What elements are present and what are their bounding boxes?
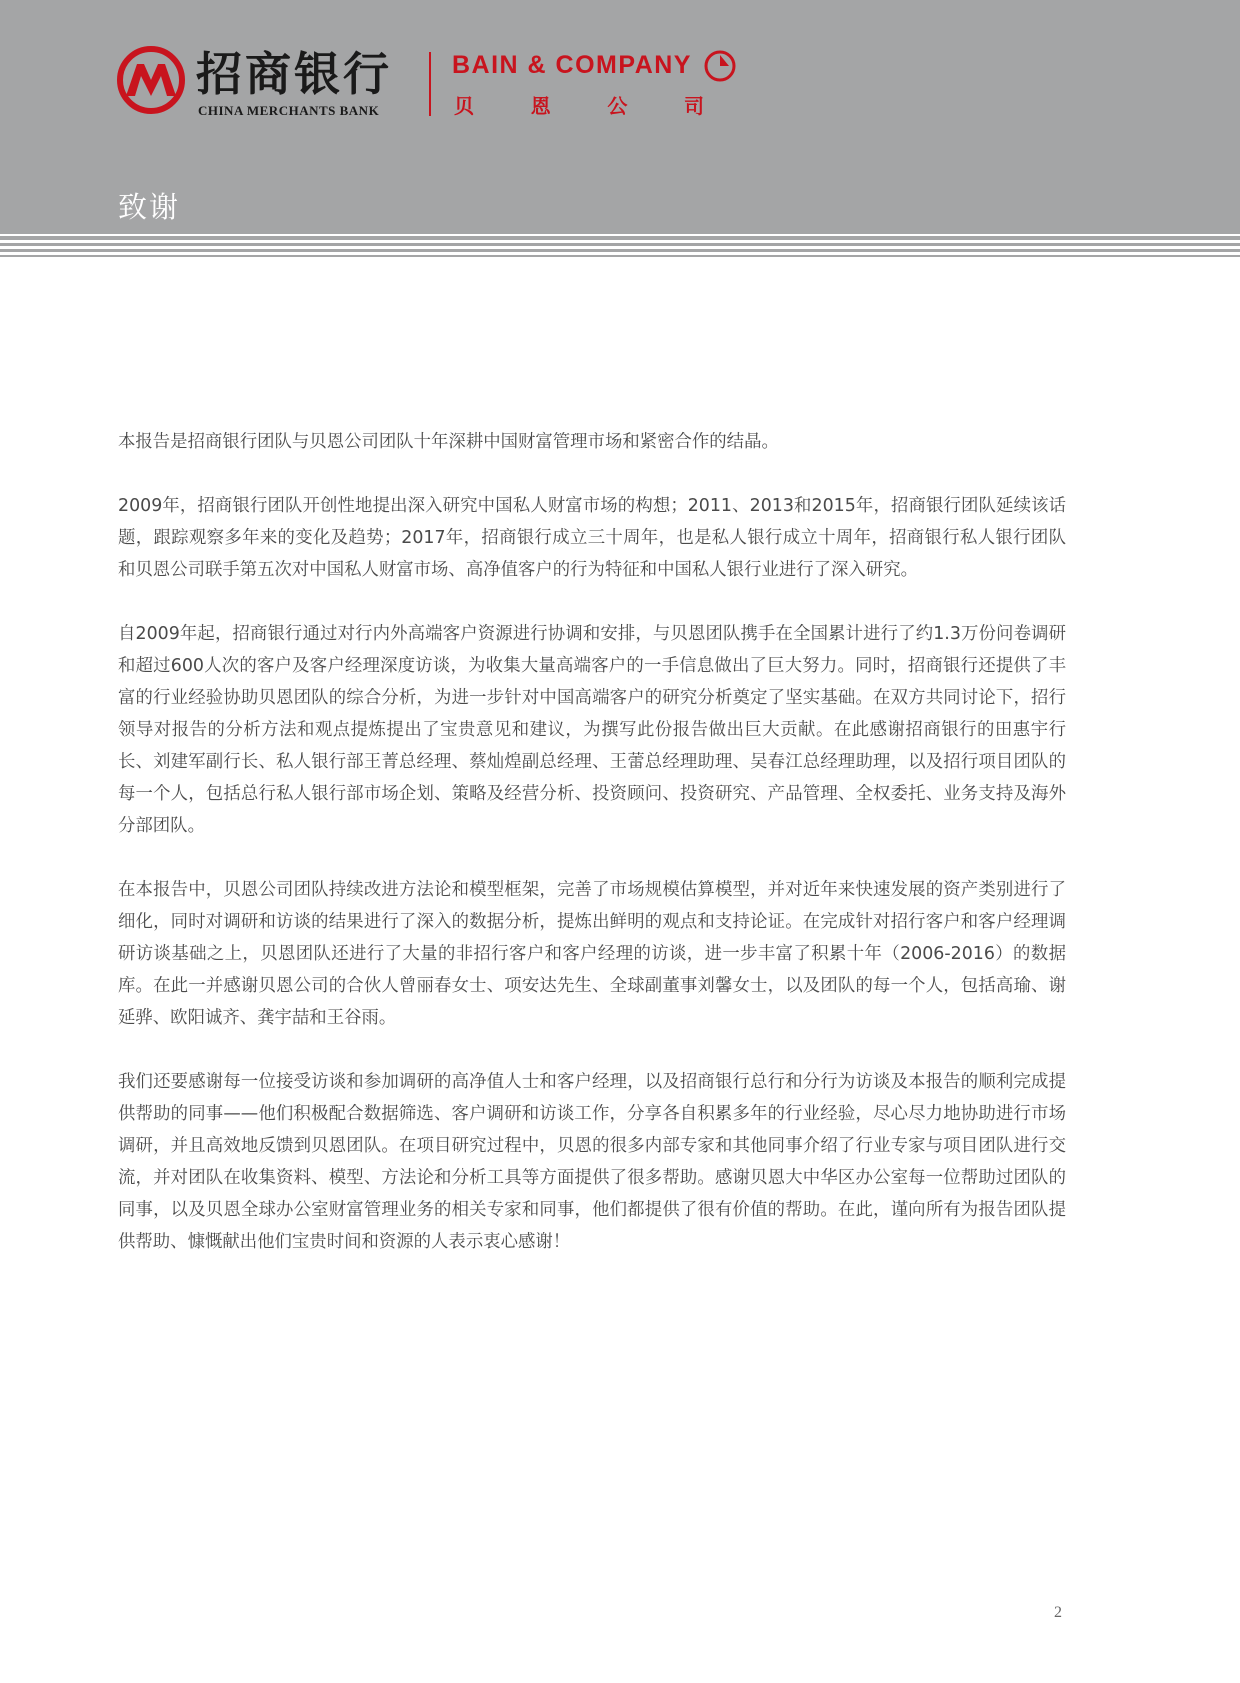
acknowledgement-body	[118, 426, 1066, 1290]
header-rule	[0, 255, 1240, 257]
page-number: 2	[1054, 1604, 1062, 1621]
bain-logo-icon	[703, 49, 737, 83]
cmb-chinese-name: 招商银行	[196, 47, 392, 101]
paragraph: 2009年，招商银行团队开创性地提出深入研究中国私人财富市场的构想；2011、2013和2015年，招商银行团队延续该话题，跟踪观察多年来的变化及趋势；2017年，招商银行成立三十周年，也是私人银行成立十周年，招商银行私人银行团队和贝恩公司联手第五次对中国私人财富市场、高净值客户的行为特征和中国私人银行业进行了深入研究。	[118, 496, 1066, 580]
header-rule	[0, 236, 1240, 240]
bain-chinese-name	[454, 92, 704, 120]
paragraph: 自2009年起，招商银行通过对行内外高端客户资源进行协调和安排，与贝恩团队携手在全国累计进行了约1.3万份问卷调研和超过600人次的客户及客户经理深度访谈，为收集大量高端客户的一手信息做出了巨大努力。同时，招商银行还提供了丰富的行业经验协助贝恩团队的综合分析，为进一步针对中国高端客户的研究分析奠定了坚实基础。在双方共同讨论下，招行领导对报告的分析方法和观点提炼提出了宝贵意见和建议，为撰写此份报告做出巨大贡献。在此感谢招商银行的田惠宇行长、刘建军副行长、私人银行部王菁总经理、蔡灿煌副总经理、王蕾总经理助理、吴春江总经理助理，以及招行项目团队的每一个人，包括总行私人银行部市场企划、策略及经营分析、投资顾问、投资研究、产品管理、全权委托、业务支持及海外分部团队。	[118, 624, 1066, 836]
bain-cn-char: 贝	[454, 94, 474, 118]
paragraph: 本报告是招商银行团队与贝恩公司团队十年深耕中国财富管理市场和紧密合作的结晶。	[118, 432, 779, 452]
logo-divider	[429, 52, 431, 116]
cmb-english-name: CHINA MERCHANTS BANK	[198, 103, 380, 118]
cmb-logo-icon	[117, 46, 185, 114]
bain-cn-char: 司	[683, 94, 704, 118]
header-rule	[0, 243, 1240, 246]
header-banner	[0, 0, 1240, 234]
paragraph: 我们还要感谢每一位接受访谈和参加调研的高净值人士和客户经理，以及招商银行总行和分行为访谈及本报告的顺利完成提供帮助的同事——他们积极配合数据筛选、客户调研和访谈工作，分享各自积累多年的行业经验，尽心尽力地协助进行市场调研，并且高效地反馈到贝恩团队。在项目研究过程中，贝恩的很多内部专家和其他同事介绍了行业专家与项目团队进行交流，并对团队在收集资料、模型、方法论和分析工具等方面提供了很多帮助。感谢贝恩大中华区办公室每一位帮助过团队的同事，以及贝恩全球办公室财富管理业务的相关专家和同事，他们都提供了很有价值的帮助。在此，谨向所有为报告团队提供帮助、慷慨献出他们宝贵时间和资源的人表示衷心感谢！	[118, 1072, 1066, 1252]
page-title: 致谢	[118, 190, 181, 224]
paragraph: 在本报告中，贝恩公司团队持续改进方法论和模型框架，完善了市场规模估算模型，并对近年来快速发展的资产类别进行了细化，同时对调研和访谈的结果进行了深入的数据分析，提炼出鲜明的观点和支持论证。在完成针对招行客户和客户经理调研访谈基础之上，贝恩团队还进行了大量的非招行客户和客户经理的访谈，进一步丰富了积累十年（2006-2016）的数据库。在此一并感谢贝恩公司的合伙人曾丽春女士、项安达先生、全球副董事刘馨女士，以及团队的每一个人，包括高瑜、谢延骅、欧阳诚齐、龚宇喆和王谷雨。	[118, 880, 1066, 1028]
bain-cn-char: 公	[607, 94, 628, 118]
header-rule	[0, 249, 1240, 252]
bain-english-name: BAIN & COMPANY	[452, 51, 692, 79]
bain-cn-char: 恩	[530, 94, 551, 118]
